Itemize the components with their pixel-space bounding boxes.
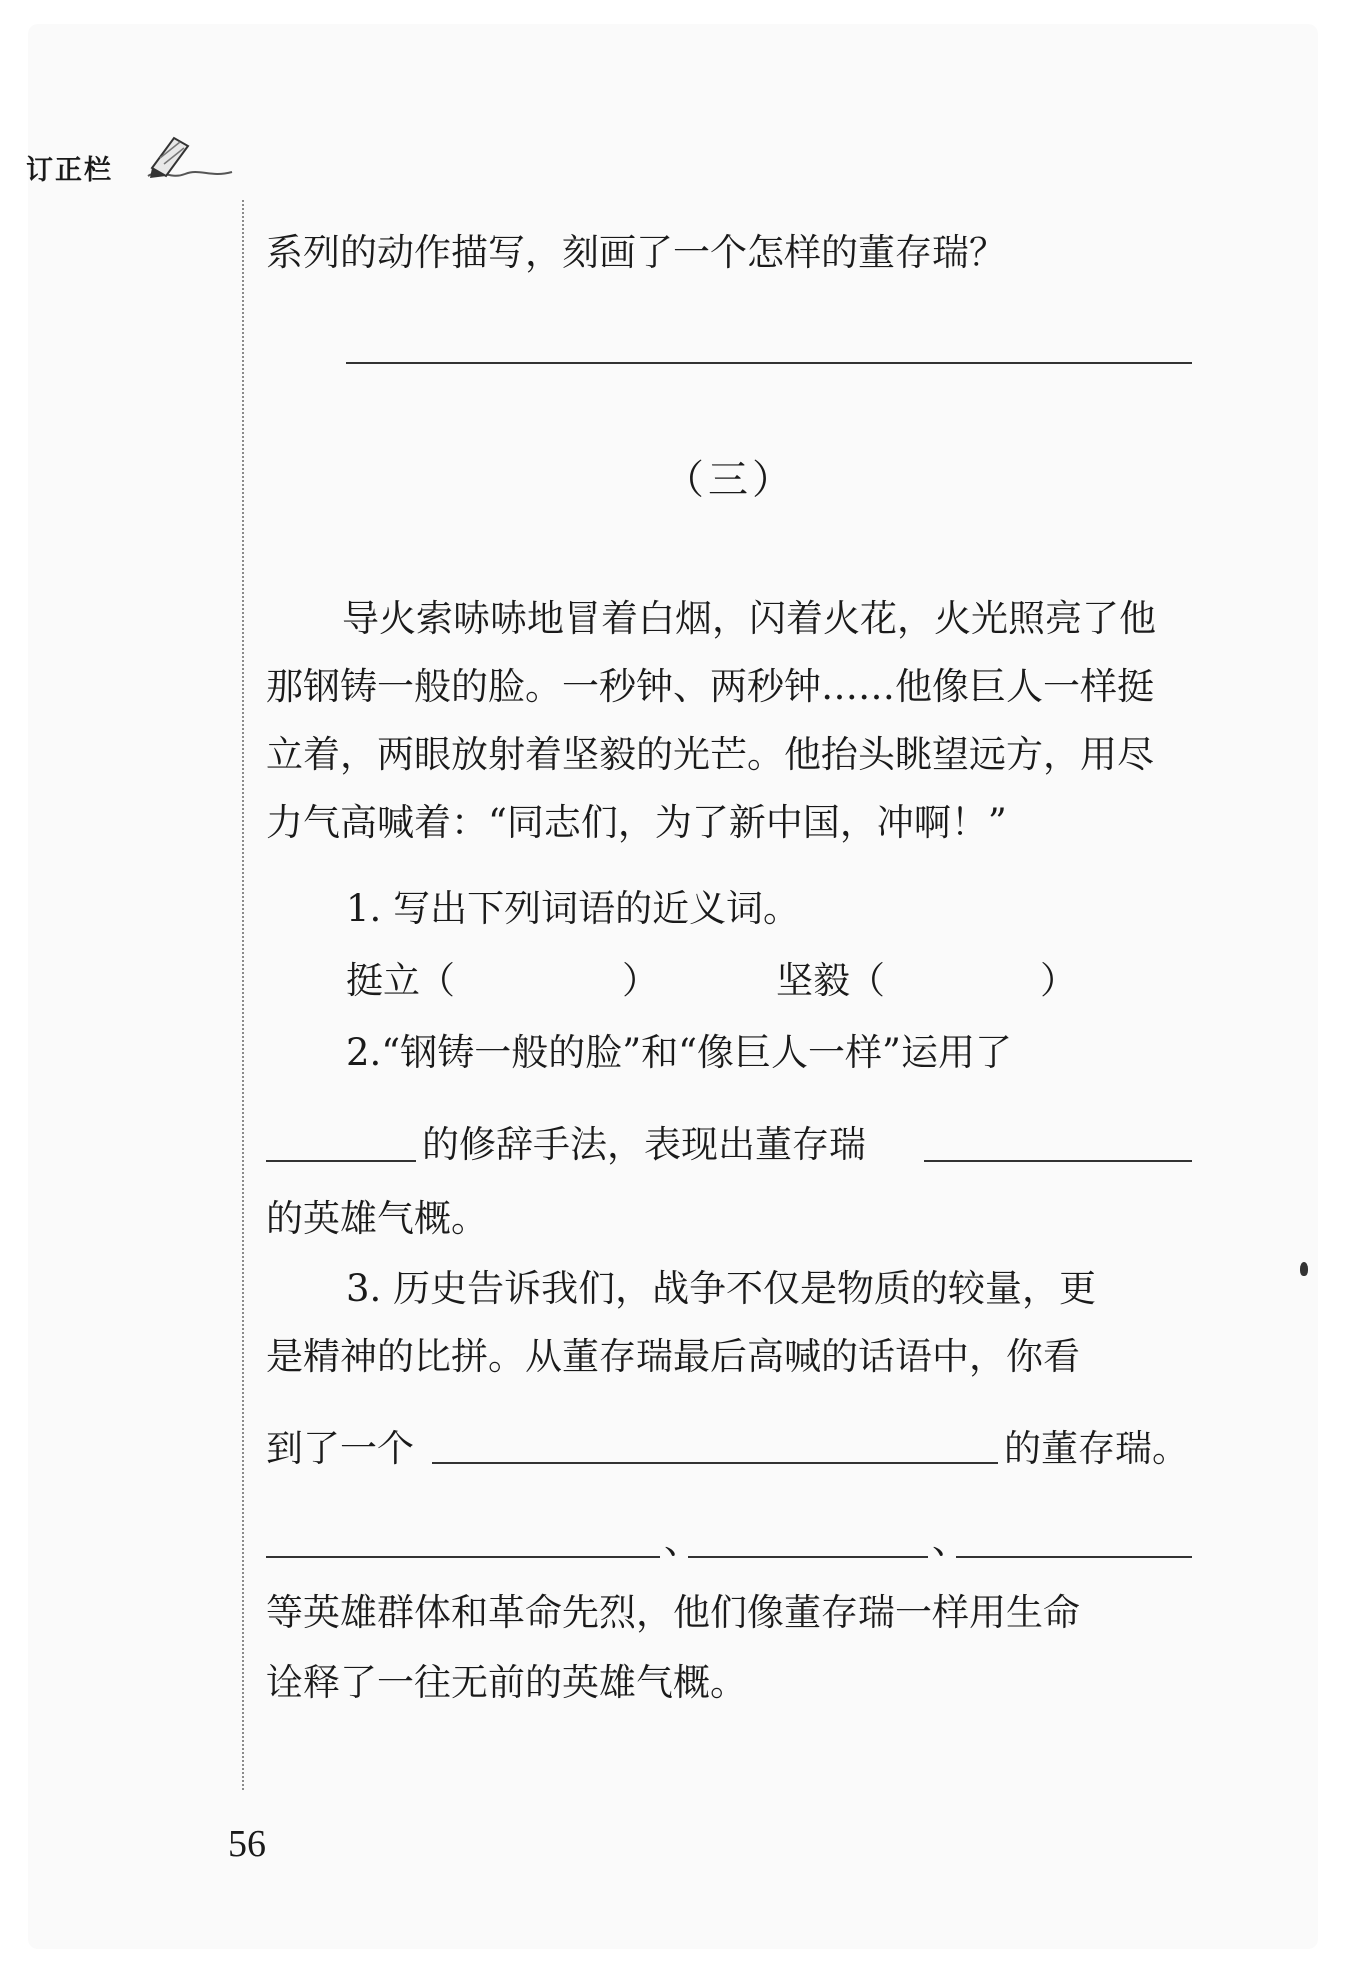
q3-answer-hero-1[interactable]: [266, 1556, 660, 1558]
question-3-line: 诠释了一往无前的英雄气概。: [266, 1661, 747, 1704]
previous-answer-line[interactable]: [346, 362, 1192, 364]
pencil-icon: [140, 128, 240, 188]
question-3-line: 是精神的比拼。从董存瑞最后高喊的话语中，你看: [266, 1335, 1080, 1378]
q1-word-2: 坚毅: [776, 959, 850, 1002]
q3-separator: 、: [664, 1519, 701, 1562]
passage-line: 力气高喊着：“同志们，为了新中国，冲啊！”: [266, 801, 1007, 844]
passage-line: 导火索哧哧地冒着白烟，闪着火花，火光照亮了他: [342, 597, 1156, 640]
q1-answer-2[interactable]: [886, 992, 1056, 994]
q1-word-1: 挺立: [346, 959, 420, 1002]
previous-question-line: 系列的动作描写，刻画了一个怎样的董存瑞？: [266, 231, 1006, 274]
q3-line-end: 的董存瑞。: [1004, 1427, 1189, 1470]
q3-answer-character[interactable]: [432, 1462, 998, 1464]
page-number: 56: [228, 1823, 266, 1865]
q3-answer-hero-3[interactable]: [956, 1556, 1192, 1558]
passage-line: 立着，两眼放射着坚毅的光芒。他抬头眺望远方，用尽: [266, 733, 1154, 776]
q1-answer-1[interactable]: [456, 992, 626, 994]
ink-speck: [1300, 1262, 1308, 1276]
q3-line-start: 到了一个: [266, 1427, 414, 1470]
q2-answer-rhetoric[interactable]: [266, 1160, 416, 1162]
q1-open-paren-1: （: [418, 959, 455, 1002]
section-title: （三）: [664, 457, 796, 503]
margin-divider: [242, 200, 244, 1790]
q3-separator: 、: [932, 1519, 969, 1562]
q1-open-paren-2: （: [848, 959, 885, 1002]
q3-answer-hero-2[interactable]: [688, 1556, 928, 1558]
passage-line: 那钢铸一般的脸。一秒钟、两秒钟……他像巨人一样挺: [266, 665, 1154, 708]
question-3-prompt: 3. 历史告诉我们，战争不仅是物质的较量，更: [346, 1267, 1097, 1310]
q2-answer-quality[interactable]: [924, 1160, 1192, 1162]
question-2-prompt: 2.“钢铸一般的脸”和“像巨人一样”运用了: [346, 1031, 1012, 1074]
q2-middle-text: 的修辞手法，表现出董存瑞: [422, 1123, 866, 1166]
q1-close-paren-2: ）: [1040, 959, 1077, 1002]
question-3-line: 等英雄群体和革命先烈，他们像董存瑞一样用生命: [266, 1591, 1080, 1634]
q1-close-paren-1: ）: [622, 959, 659, 1002]
question-1-prompt: 1. 写出下列词语的近义词。: [346, 887, 801, 930]
correction-column-label: 订正栏: [26, 155, 113, 186]
q2-end-text: 的英雄气概。: [266, 1197, 488, 1240]
